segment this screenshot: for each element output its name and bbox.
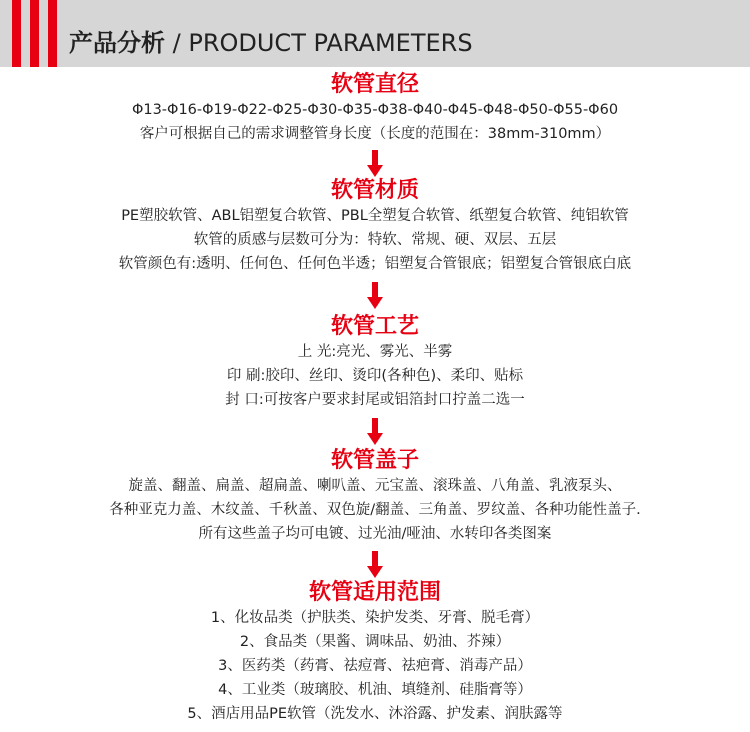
section-title: 软管直径 — [330, 72, 419, 97]
down-arrow-icon — [367, 418, 383, 446]
section-line: 旋盖、翻盖、扁盖、超扁盖、喇叭盖、元宝盖、滚珠盖、八角盖、乳液泵头、 — [128, 478, 622, 494]
down-arrow-icon — [367, 551, 383, 579]
page-title — [69, 28, 473, 58]
section-line: PE塑胶软管、ABL铝塑复合软管、PBL全塑复合软管、纸塑复合软管、纯铝软管 — [121, 208, 629, 224]
section-title: 软管工艺 — [330, 314, 419, 339]
stripe — [48, 0, 57, 67]
section-title: 软管适用范围 — [308, 580, 441, 605]
stripe — [12, 0, 21, 67]
section-line: 印 刷:胶印、丝印、烫印(各种色)、柔印、贴标 — [226, 368, 524, 384]
section-line: 封 口:可按客户要求封尾或铝箔封口拧盖二选一 — [225, 392, 525, 408]
section-line: Φ13-Φ16-Φ19-Φ22-Φ25-Φ30-Φ35-Φ38-Φ40-Φ45-Φ48-Φ50-Φ55-Φ60 — [131, 102, 619, 118]
section-line: 客户可根据自己的需求调整管身长度（长度的范围在：38mm-310mm） — [139, 126, 611, 142]
section-line: 所有这些盖子均可电镀、过光油/哑油、水转印各类图案 — [198, 526, 552, 542]
stripe — [30, 0, 39, 67]
section-line: 4、工业类（玻璃胶、机油、填缝剂、硅脂膏等） — [218, 682, 532, 698]
section-line: 1、化妆品类（护肤类、染护发类、牙膏、脱毛膏） — [210, 610, 540, 626]
section-material — [0, 178, 750, 276]
section-applications — [0, 580, 750, 726]
section-caps — [0, 448, 750, 546]
page-title-cn: 产品分析 — [69, 29, 165, 57]
page-title-en: / PRODUCT PARAMETERS — [165, 29, 473, 57]
down-arrow-icon — [367, 282, 383, 310]
section-line: 软管的质感与层数可分为：特软、常规、硬、双层、五层 — [193, 232, 557, 248]
section-title: 软管材质 — [330, 178, 419, 203]
section-title: 软管盖子 — [330, 448, 419, 473]
section-line: 3、医药类（药膏、祛痘膏、祛疤膏、消毒产品） — [218, 658, 532, 674]
section-line: 各种亚克力盖、木纹盖、千秋盖、双色旋/翻盖、三角盖、罗纹盖、各种功能性盖子. — [109, 502, 641, 518]
section-diameter — [0, 72, 750, 146]
section-line: 上 光:亮光、雾光、半雾 — [297, 344, 453, 360]
section-line: 2、食品类（果酱、调味品、奶油、芥辣） — [239, 634, 511, 650]
section-craft — [0, 314, 750, 412]
section-line: 5、酒店用品PE软管（洗发水、沐浴露、护发素、润肤露等 — [187, 706, 563, 722]
header-bar — [0, 0, 750, 67]
down-arrow-icon — [367, 150, 383, 178]
section-line: 软管颜色有:透明、任何色、任何色半透；铝塑复合管银底；铝塑复合管银底白底 — [118, 256, 632, 272]
